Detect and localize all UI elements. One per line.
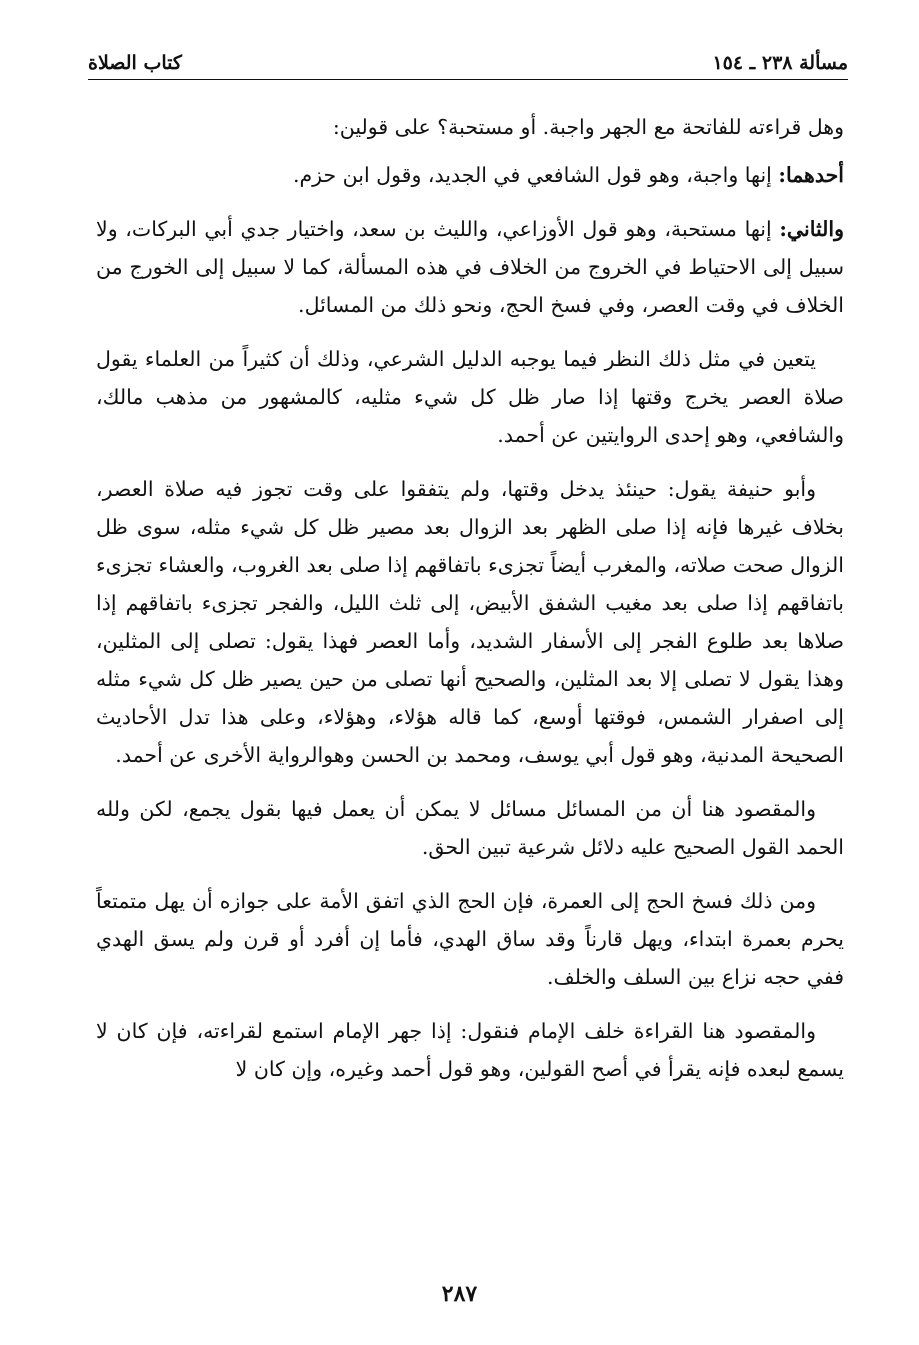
paragraph-lead: والثاني: xyxy=(779,217,844,241)
header-issue-number: مسألة ٢٣٨ ـ ١٥٤ xyxy=(712,52,848,74)
paragraph-question xyxy=(96,108,844,146)
paragraph-text: وأبو حنيفة يقول: حينئذ يدخل وقتها، ولم يتفقوا على وقت تجوز فيه صلاة العصر، بخلاف غيرها فإنه إذا صلى الظهر بعد الزوال بعد مصير ظل كل شيء مثله، سوى ظل الزوال صحت صلاته، والمغرب أيضاً تجزىء باتفاقهم إذا صلى بعد الغروب، والعشاء تجزىء باتفاقهم إذا صلى بعد مغيب الشفق الأبيض، إلى ثلث الليل، والفجر تجزىء باتفاقهم إذا صلاها بعد طلوع الفجر إلى الأسفار الشديد، وأما العصر فهذا يقول: تصلى إلى المثلين، وهذا يقول لا تصلى إلا بعد المثلين، والصحيح أنها تصلى من حين يصير ظل كل شيء مثله إلى اصفرار الشمس، فوقتها أوسع، كما قاله هؤلاء، وهؤلاء، وعلى هذا تدل الأحاديث الصحيحة المدنية، وهو قول أبي يوسف، ومحمد بن الحسن وهوالرواية الأخرى عن أحمد. xyxy=(96,477,844,767)
paragraph-text: يتعين في مثل ذلك النظر فيما يوجبه الدليل الشرعي، وذلك أن كثيراً من العلماء يقول صلاة العصر يخرج وقتها إذا صار ظل كل شيء مثليه، كالمشهور من مذهب مالك، والشافعي، وهو إحدى الروايتين عن أحمد. xyxy=(96,347,844,447)
page-body xyxy=(96,108,844,1104)
page-number: ٢٨٧ xyxy=(441,1281,478,1307)
paragraph-text: إنها مستحبة، وهو قول الأوزاعي، والليث بن سعد، واختيار جدي أبي البركات، ولا سبيل إلى الاحتياط في الخروج من الخلاف في هذه المسألة، كما لا سبيل إلى الخورج من الخلاف في وقت العصر، وفي فسخ الحج، ونحو ذلك من المسائل. xyxy=(96,217,844,317)
paragraph-text: ومن ذلك فسخ الحج إلى العمرة، فإن الحج الذي اتفق الأمة على جوازه أن يهل متمتعاً يحرم بعمرة ابتداء، ويهل قارناً وقد ساق الهدي، فأما إن أفرد أو قرن ولم يسق الهدي ففي حجه نزاع بين السلف والخلف. xyxy=(96,889,844,989)
paragraph-asr-time xyxy=(96,340,844,454)
paragraph-text: وهل قراءته للفاتحة مع الجهر واجبة. أو مستحبة؟ على قولين: xyxy=(332,115,844,139)
paragraph-first-opinion xyxy=(96,156,844,194)
paragraph-lead: أحدهما: xyxy=(778,163,844,187)
paragraph-text: إنها واجبة، وهو قول الشافعي في الجديد، وقول ابن حزم. xyxy=(292,163,779,187)
paragraph-text: والمقصود هنا القراءة خلف الإمام فنقول: إذا جهر الإمام استمع لقراءته، فإن كان لا يسمع لبعده فإنه يقرأ في أصح القولين، وهو قول أحمد وغيره، وإن كان لا xyxy=(96,1019,844,1081)
paragraph-text: والمقصود هنا أن من المسائل مسائل لا يمكن أن يعمل فيها بقول يجمع، لكن ولله الحمد القول الصحيح عليه دلائل شرعية تبين الحق. xyxy=(96,797,844,859)
paragraph-intent xyxy=(96,790,844,866)
paragraph-recitation xyxy=(96,1012,844,1088)
paragraph-abu-hanifa xyxy=(96,470,844,774)
header-rule xyxy=(88,79,848,80)
paragraph-hajj xyxy=(96,882,844,996)
header-chapter-title: كتاب الصلاة xyxy=(88,52,182,74)
paragraph-second-opinion xyxy=(96,210,844,324)
running-header xyxy=(88,40,848,74)
